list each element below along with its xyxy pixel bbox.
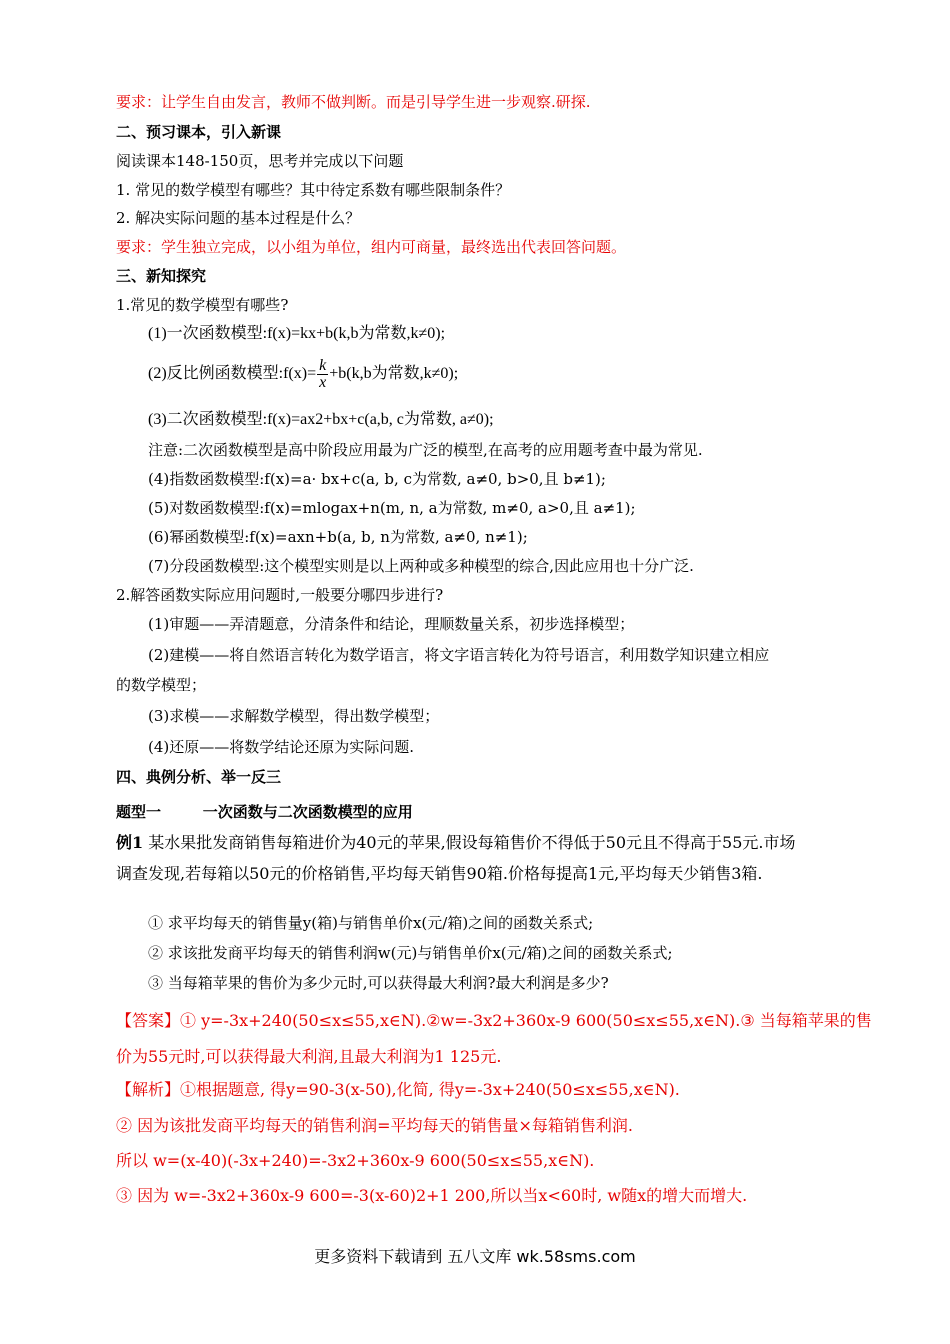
- example-subquestion-2: ② 求该批发商平均每天的销售利润w(元)与销售单价x(元/箱)之间的函数关系式;: [148, 944, 673, 962]
- example-1-line-1: [116, 833, 796, 853]
- model-inverse-prefix: (2)反比例函数模型:f(x)=: [148, 365, 317, 382]
- requirement-2: 要求：学生独立完成，以小组为单位，组内可商量，最终选出代表回答问题。: [116, 238, 627, 256]
- model-linear: (1)一次函数模型:f(x)=kx+b(k,b为常数,k≠0);: [148, 325, 446, 342]
- answer-line-2: 价为55元时,可以获得最大利润,且最大利润为1 125元.: [116, 1047, 502, 1066]
- example-text: 某水果批发商销售每箱进价为40元的苹果,假设每箱售价不得低于50元且不得高于55元.市场: [148, 833, 796, 852]
- fraction-k-over-x: [317, 358, 328, 391]
- model-quadratic: (3)二次函数模型:f(x)=ax2+bx+c(a,b, c为常数, a≠0);: [148, 411, 494, 428]
- model-inverse-suffix: +b(k,b为常数,k≠0);: [329, 365, 459, 382]
- section-2-heading: 二、预习课本，引入新课: [116, 123, 282, 141]
- analysis-line-3: 所以 w=(x-40)(-3x+240)=-3x2+360x-9 600(50≤x≤55,x∈N).: [116, 1151, 595, 1170]
- model-power: (6)幂函数模型:f(x)=axn+b(a, b, n为常数, a≠0, n≠1);: [148, 528, 528, 546]
- footer-watermark: 更多资料下载请到 五八文库 wk.58sms.com: [314, 1247, 636, 1266]
- example-label: 例1: [116, 833, 144, 852]
- analysis-line-4: ③ 因为 w=-3x2+360x-9 600=-3(x-60)2+1 200,所以当x<60时, w随x的增大而增大.: [116, 1186, 748, 1205]
- analysis-line-1: 【解析】①根据题意, 得y=90-3(x-50),化简, 得y=-3x+240(50≤x≤55,x∈N).: [116, 1080, 680, 1099]
- example-subquestion-1: ① 求平均每天的销售量y(箱)与销售单价x(元/箱)之间的函数关系式;: [148, 914, 594, 932]
- model-piecewise: (7)分段函数模型:这个模型实则是以上两种或多种模型的综合,因此应用也十分广泛.: [148, 557, 694, 575]
- model-inverse: [148, 354, 458, 394]
- step-2: (2)建模——将自然语言转化为数学语言，将文字语言转化为符号语言，利用数学知识建立相应: [148, 646, 770, 664]
- reading-instruction: 阅读课本148-150页，思考并完成以下问题: [116, 152, 404, 170]
- problem-type-1: 题型一 一次函数与二次函数模型的应用: [116, 803, 413, 821]
- section-3-heading: 三、新知探究: [116, 267, 207, 285]
- question-2: 2. 解决实际问题的基本过程是什么？: [116, 209, 361, 227]
- step-2-continued: 的数学模型；: [116, 676, 207, 694]
- knowledge-2: 2.解答函数实际应用问题时,一般要分哪四步进行?: [116, 586, 444, 604]
- requirement-1: 要求：让学生自由发言，教师不做判断。而是引导学生进一步观察.研探.: [116, 93, 591, 111]
- question-1: 1. 常见的数学模型有哪些？其中待定系数有哪些限制条件？: [116, 181, 511, 199]
- example-1-line-2: 调查发现,若每箱以50元的价格销售,平均每天销售90箱.价格每提高1元,平均每天少销售3箱.: [116, 864, 763, 883]
- section-4-heading: 四、典例分析、举一反三: [116, 768, 282, 786]
- model-logarithmic: (5)对数函数模型:f(x)=mlogax+n(m, n, a为常数, m≠0, a>0,且 a≠1);: [148, 499, 636, 517]
- analysis-line-2: ② 因为该批发商平均每天的销售利润=平均每天的销售量×每箱销售利润.: [116, 1116, 633, 1135]
- example-subquestion-3: ③ 当每箱苹果的售价为多少元时,可以获得最大利润?最大利润是多少?: [148, 974, 609, 992]
- model-exponential: (4)指数函数模型:f(x)=a· bx+c(a, b, c为常数, a≠0, b>0,且 b≠1);: [148, 470, 606, 488]
- answer-line-1: 【答案】① y=-3x+240(50≤x≤55,x∈N).②w=-3x2+360x-9 600(50≤x≤55,x∈N).③ 当每箱苹果的售: [116, 1011, 872, 1030]
- step-3: (3)求模——求解数学模型，得出数学模型；: [148, 707, 440, 725]
- step-4: (4)还原——将数学结论还原为实际问题.: [148, 738, 415, 756]
- model-note: 注意:二次函数模型是高中阶段应用最为广泛的模型,在高考的应用题考查中最为常见.: [148, 441, 703, 459]
- fraction-numerator: k: [319, 356, 327, 374]
- knowledge-1: 1.常见的数学模型有哪些?: [116, 296, 289, 314]
- step-1: (1)审题——弄清题意，分清条件和结论，理顺数量关系，初步选择模型；: [148, 615, 635, 633]
- fraction-denominator: x: [319, 373, 327, 391]
